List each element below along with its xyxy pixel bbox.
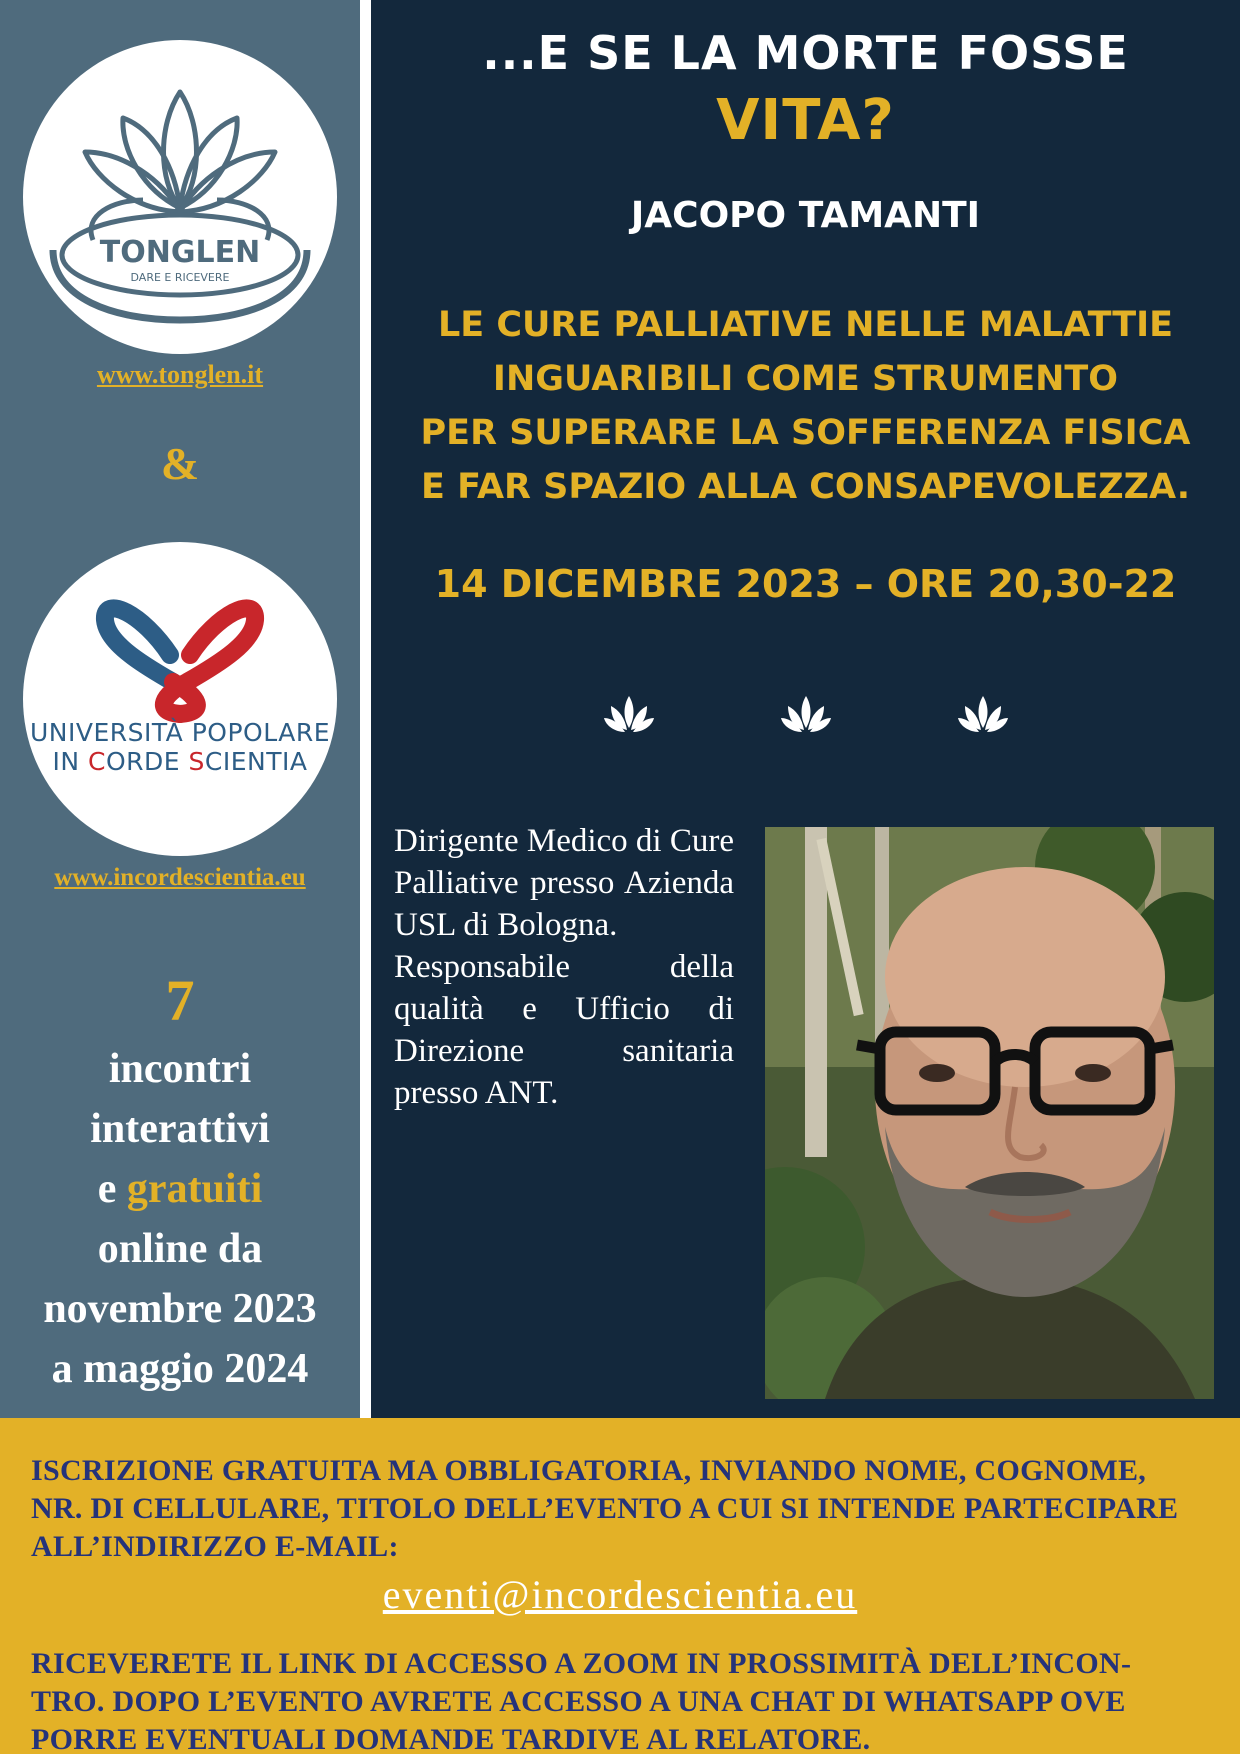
tonglen-website-link[interactable]: www.tonglen.it (96, 360, 264, 389)
ucs-logo-line1: UNIVERSITÀ POPOLARE (29, 718, 331, 747)
registration-email-link[interactable]: eventi@incordescientia.eu (382, 1572, 858, 1617)
heart-chain-icon (23, 542, 337, 856)
zoom-instructions (31, 1645, 1211, 1759)
registration-line: ALL’INDIRIZZO E-MAIL: (31, 1530, 399, 1563)
series-line: interattivi (90, 1106, 270, 1152)
ampersand: & (160, 438, 200, 489)
series-line: incontri (108, 1046, 252, 1092)
speaker-bio (394, 820, 734, 1114)
zoom-line: TRO. DOPO L’EVENTO AVRETE ACCESSO A UNA CHAT DI WHATSAPP OVE (31, 1685, 1126, 1718)
tonglen-logo (23, 40, 337, 354)
incordescientia-website-link[interactable]: www.incordescientia.eu (54, 864, 306, 891)
incordescientia-logo (23, 542, 337, 856)
bio-paragraph: Dirigente Medico di Cure Palliative presso Azienda USL di Bologna. (394, 823, 734, 943)
event-topic (371, 298, 1240, 514)
event-date: 14 DICEMBRE 2023 – ORE 20,30-22 (434, 562, 1177, 606)
bio-paragraph: Responsabile della qualità e Ufficio di Direzione sanitaria presso ANT. (394, 949, 734, 1111)
series-line: online da (97, 1226, 263, 1272)
series-line: novembre 2023 (43, 1286, 317, 1332)
tonglen-lotus-icon (23, 40, 337, 354)
topic-line: PER SUPERARE LA SOFFERENZA FISICA (420, 413, 1191, 453)
series-highlight: gratuiti (126, 1166, 263, 1212)
series-line: a maggio 2024 (51, 1346, 309, 1392)
ucs-logo-text: IN (52, 747, 89, 776)
tonglen-logo-name: TONGLEN (99, 235, 261, 270)
topic-line: E FAR SPAZIO ALLA CONSAPEVOLEZZA. (420, 467, 1191, 507)
registration-instructions (31, 1452, 1211, 1566)
event-title-line1: ...E SE LA MORTE FOSSE (482, 26, 1129, 80)
registration-line: ISCRIZIONE GRATUITA MA OBBLIGATORIA, INVIANDO NOME, COGNOME, (31, 1454, 1147, 1487)
registration-line: NR. DI CELLULARE, TITOLO DELL’EVENTO A CUI SI INTENDE PARTECIPARE (31, 1492, 1179, 1525)
event-title-line2: VITA? (716, 88, 895, 153)
lotus-icon (780, 694, 832, 734)
tonglen-logo-tagline: DARE E RICEVERE (130, 271, 230, 284)
zoom-line: PORRE EVENTUALI DOMANDE TARDIVE AL RELATORE. (31, 1723, 871, 1756)
lotus-icon (957, 694, 1009, 734)
topic-line: LE CURE PALLIATIVE NELLE MALATTIE (437, 305, 1174, 345)
speaker-name: JACOPO TAMANTI (630, 195, 981, 236)
ucs-logo-letter-c: C (88, 747, 106, 776)
meetings-count: 7 (165, 968, 195, 1033)
ucs-logo-text: ORDE (106, 747, 189, 776)
lotus-icon (603, 694, 655, 734)
ucs-logo-text: CIENTIA (204, 747, 308, 776)
ucs-logo-letter-s: S (188, 747, 205, 776)
series-line (0, 1159, 360, 1219)
series-info (0, 963, 360, 1399)
column-divider (360, 0, 371, 1418)
speaker-photo (765, 827, 1214, 1399)
series-text: e (97, 1166, 127, 1212)
zoom-line: RICEVERETE IL LINK DI ACCESSO A ZOOM IN PROSSIMITÀ DELL’INCON- (31, 1647, 1132, 1680)
ucs-logo-line2 (23, 747, 337, 776)
topic-line: INGUARIBILI COME STRUMENTO (492, 359, 1119, 399)
